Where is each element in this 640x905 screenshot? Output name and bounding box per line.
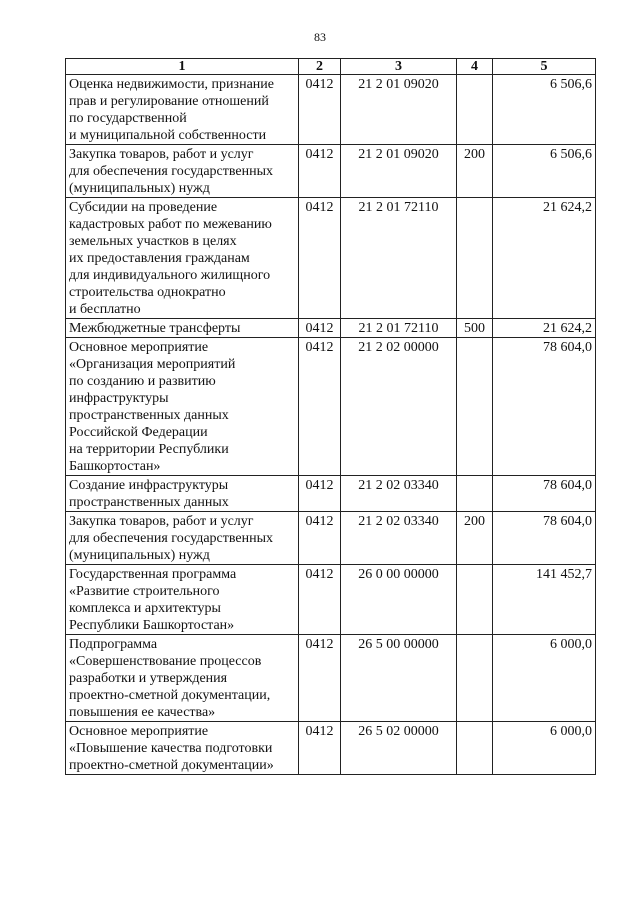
table-row <box>66 635 596 722</box>
page-number: 83 <box>314 30 326 44</box>
row-target-code: 21 2 01 09020 <box>341 75 457 145</box>
row-name: Основное мероприятие «Организация мероприятий по созданию и развитию инфраструктуры пространственных данных Российской Федерации на территории Республики Башкортостан» <box>66 338 299 476</box>
table-row <box>66 512 596 565</box>
column-header-target: 3 <box>341 59 457 75</box>
row-section-code: 0412 <box>299 722 341 775</box>
row-section-code: 0412 <box>299 338 341 476</box>
row-target-code: 26 5 00 00000 <box>341 635 457 722</box>
row-section-code: 0412 <box>299 512 341 565</box>
row-target-code: 26 5 02 00000 <box>341 722 457 775</box>
row-type-code <box>457 75 493 145</box>
row-type-code <box>457 722 493 775</box>
table-row <box>66 338 596 476</box>
row-name: Закупка товаров, работ и услуг для обеспечения государственных (муниципальных) нужд <box>66 512 299 565</box>
row-type-code <box>457 338 493 476</box>
row-name: Межбюджетные трансферты <box>66 319 299 338</box>
row-name: Создание инфраструктуры пространственных данных <box>66 476 299 512</box>
row-name: Государственная программа «Развитие строительного комплекса и архитектуры Республики Башкортостан» <box>66 565 299 635</box>
table-row <box>66 476 596 512</box>
row-name: Закупка товаров, работ и услуг для обеспечения государственных (муниципальных) нужд <box>66 145 299 198</box>
row-section-code: 0412 <box>299 565 341 635</box>
row-section-code: 0412 <box>299 476 341 512</box>
row-name: Субсидии на проведение кадастровых работ по межеванию земельных участков в целях их предоставления гражданам для индивидуального жилищного строительства однократно и бесплатно <box>66 198 299 319</box>
table-header-row <box>66 59 596 75</box>
column-header-section: 2 <box>299 59 341 75</box>
row-amount: 21 624,2 <box>493 319 596 338</box>
row-section-code: 0412 <box>299 145 341 198</box>
row-amount: 6 506,6 <box>493 145 596 198</box>
row-amount: 78 604,0 <box>493 476 596 512</box>
table-row <box>66 145 596 198</box>
row-target-code: 21 2 01 72110 <box>341 198 457 319</box>
row-target-code: 26 0 00 00000 <box>341 565 457 635</box>
row-name: Основное мероприятие «Повышение качества подготовки проектно-сметной документации» <box>66 722 299 775</box>
row-amount: 78 604,0 <box>493 338 596 476</box>
row-section-code: 0412 <box>299 198 341 319</box>
row-amount: 78 604,0 <box>493 512 596 565</box>
row-amount: 6 000,0 <box>493 635 596 722</box>
row-name: Оценка недвижимости, признание прав и регулирование отношений по государственной и муниципальной собственности <box>66 75 299 145</box>
row-target-code: 21 2 02 00000 <box>341 338 457 476</box>
row-target-code: 21 2 02 03340 <box>341 476 457 512</box>
row-type-code <box>457 198 493 319</box>
column-header-amount: 5 <box>493 59 596 75</box>
row-amount: 6 000,0 <box>493 722 596 775</box>
table-row <box>66 75 596 145</box>
row-section-code: 0412 <box>299 75 341 145</box>
row-type-code: 500 <box>457 319 493 338</box>
row-target-code: 21 2 01 72110 <box>341 319 457 338</box>
row-type-code <box>457 565 493 635</box>
row-type-code: 200 <box>457 512 493 565</box>
row-name: Подпрограмма «Совершенствование процессов разработки и утверждения проектно-сметной документации, повышения ее качества» <box>66 635 299 722</box>
budget-table <box>65 58 596 775</box>
row-target-code: 21 2 02 03340 <box>341 512 457 565</box>
row-target-code: 21 2 01 09020 <box>341 145 457 198</box>
column-header-type: 4 <box>457 59 493 75</box>
row-section-code: 0412 <box>299 635 341 722</box>
table-row <box>66 319 596 338</box>
row-amount: 21 624,2 <box>493 198 596 319</box>
row-amount: 141 452,7 <box>493 565 596 635</box>
table-row <box>66 565 596 635</box>
row-type-code <box>457 476 493 512</box>
row-amount: 6 506,6 <box>493 75 596 145</box>
row-type-code <box>457 635 493 722</box>
table-row <box>66 722 596 775</box>
row-section-code: 0412 <box>299 319 341 338</box>
column-header-name: 1 <box>66 59 299 75</box>
table-row <box>66 198 596 319</box>
row-type-code: 200 <box>457 145 493 198</box>
